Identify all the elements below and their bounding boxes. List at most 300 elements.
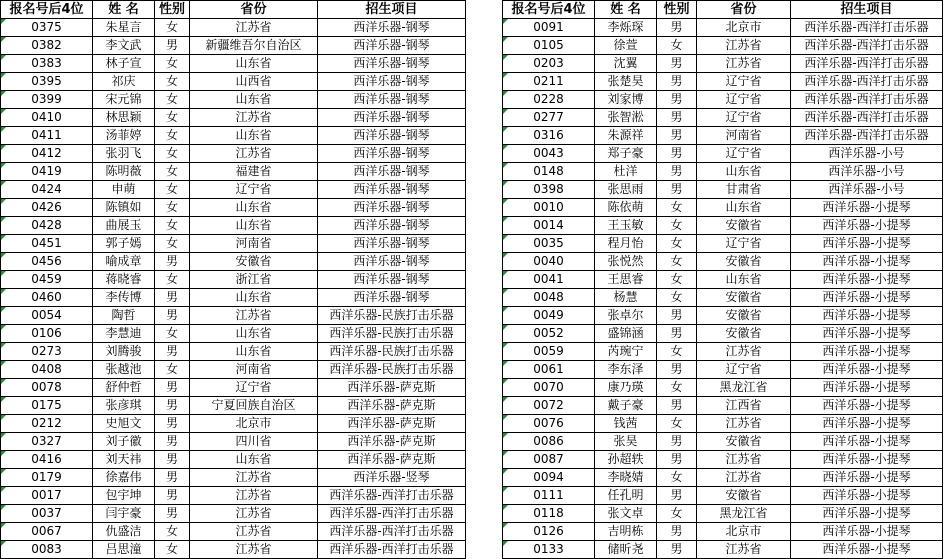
reg-no-cell[interactable]: 0456 [1,253,93,271]
reg-no-cell[interactable]: 0017 [1,487,93,505]
reg-no-cell[interactable]: 0375 [1,19,93,37]
name-cell[interactable]: 陈依萌 [595,199,657,217]
name-cell[interactable]: 张彦琪 [93,397,155,415]
gender-cell[interactable]: 男 [657,127,697,145]
province-cell[interactable]: 黑龙江省 [697,379,791,397]
name-cell[interactable]: 张楚昊 [595,73,657,91]
program-cell[interactable]: 西洋乐器-钢琴 [318,19,466,37]
reg-no-cell[interactable]: 0399 [1,91,93,109]
reg-no-cell[interactable]: 0419 [1,163,93,181]
program-cell[interactable]: 西洋乐器-小号 [791,145,943,163]
reg-no-cell[interactable]: 0014 [503,217,595,235]
name-cell[interactable]: 申萌 [93,181,155,199]
reg-no-cell[interactable]: 0410 [1,109,93,127]
gender-cell[interactable]: 男 [155,37,190,55]
name-cell[interactable]: 芮琬宁 [595,343,657,361]
program-cell[interactable]: 西洋乐器-小提琴 [791,199,943,217]
gender-cell[interactable]: 男 [657,361,697,379]
province-cell[interactable]: 江苏省 [190,469,318,487]
program-cell[interactable]: 西洋乐器-小提琴 [791,469,943,487]
name-cell[interactable]: 宋元锦 [93,91,155,109]
program-cell[interactable]: 西洋乐器-西洋打击乐器 [791,109,943,127]
reg-no-cell[interactable]: 0228 [503,91,595,109]
province-cell[interactable]: 江苏省 [190,307,318,325]
province-cell[interactable]: 辽宁省 [697,361,791,379]
gender-cell[interactable]: 男 [657,145,697,163]
province-cell[interactable]: 安徽省 [697,433,791,451]
reg-no-cell[interactable]: 0277 [503,109,595,127]
name-cell[interactable]: 祁庆 [93,73,155,91]
reg-no-cell[interactable]: 0037 [1,505,93,523]
name-cell[interactable]: 曲展玉 [93,217,155,235]
program-cell[interactable]: 西洋乐器-西洋打击乐器 [791,91,943,109]
gender-cell[interactable]: 男 [657,55,697,73]
gender-cell[interactable]: 男 [657,91,697,109]
gender-cell[interactable]: 女 [657,415,697,433]
name-cell[interactable]: 康乃瑛 [595,379,657,397]
province-cell[interactable]: 江苏省 [190,505,318,523]
reg-no-cell[interactable]: 0052 [503,325,595,343]
program-cell[interactable]: 西洋乐器-钢琴 [318,73,466,91]
reg-no-cell[interactable]: 0412 [1,145,93,163]
program-cell[interactable]: 西洋乐器-萨克斯 [318,451,466,469]
name-cell[interactable]: 杜洋 [595,163,657,181]
program-cell[interactable]: 西洋乐器-小提琴 [791,325,943,343]
gender-cell[interactable]: 女 [155,181,190,199]
program-cell[interactable]: 西洋乐器-钢琴 [318,109,466,127]
province-cell[interactable]: 江苏省 [697,469,791,487]
program-cell[interactable]: 西洋乐器-钢琴 [318,271,466,289]
reg-no-cell[interactable]: 0460 [1,289,93,307]
province-cell[interactable]: 辽宁省 [697,235,791,253]
gender-cell[interactable]: 女 [657,217,697,235]
gender-cell[interactable]: 男 [657,73,697,91]
reg-no-cell[interactable]: 0175 [1,397,93,415]
gender-cell[interactable]: 女 [657,271,697,289]
reg-no-cell[interactable]: 0067 [1,523,93,541]
reg-no-cell[interactable]: 0087 [503,451,595,469]
gender-cell[interactable]: 女 [657,343,697,361]
gender-cell[interactable]: 男 [657,487,697,505]
program-cell[interactable]: 西洋乐器-钢琴 [318,181,466,199]
reg-no-cell[interactable]: 0072 [503,397,595,415]
gender-cell[interactable]: 男 [155,469,190,487]
province-cell[interactable]: 安徽省 [697,325,791,343]
gender-cell[interactable]: 男 [657,19,697,37]
program-cell[interactable]: 西洋乐器-民族打击乐器 [318,307,466,325]
province-cell[interactable]: 安徽省 [697,253,791,271]
reg-no-cell[interactable]: 0203 [503,55,595,73]
gender-cell[interactable]: 男 [155,415,190,433]
reg-no-cell[interactable]: 0118 [503,505,595,523]
province-cell[interactable]: 山东省 [190,91,318,109]
gender-cell[interactable]: 女 [155,541,190,559]
province-cell[interactable]: 河南省 [697,127,791,145]
name-cell[interactable]: 郑子豪 [595,145,657,163]
gender-cell[interactable]: 女 [657,469,697,487]
reg-no-cell[interactable]: 0408 [1,361,93,379]
reg-no-cell[interactable]: 0395 [1,73,93,91]
program-cell[interactable]: 西洋乐器-钢琴 [318,145,466,163]
gender-cell[interactable]: 男 [155,379,190,397]
gender-cell[interactable]: 女 [657,253,697,271]
reg-no-cell[interactable]: 0126 [503,523,595,541]
gender-cell[interactable]: 女 [155,127,190,145]
province-cell[interactable]: 安徽省 [190,253,318,271]
province-cell[interactable]: 江苏省 [697,541,791,559]
gender-cell[interactable]: 男 [657,163,697,181]
province-cell[interactable]: 江苏省 [190,541,318,559]
program-cell[interactable]: 西洋乐器-小提琴 [791,487,943,505]
reg-no-cell[interactable]: 0086 [503,433,595,451]
reg-no-cell[interactable]: 0035 [503,235,595,253]
gender-cell[interactable]: 女 [155,217,190,235]
name-cell[interactable]: 张越池 [93,361,155,379]
reg-no-cell[interactable]: 0010 [503,199,595,217]
program-cell[interactable]: 西洋乐器-小提琴 [791,217,943,235]
gender-cell[interactable]: 男 [155,487,190,505]
program-cell[interactable]: 西洋乐器-小提琴 [791,289,943,307]
province-cell[interactable]: 四川省 [190,433,318,451]
gender-cell[interactable]: 女 [657,505,697,523]
program-cell[interactable]: 西洋乐器-西洋打击乐器 [791,19,943,37]
province-cell[interactable]: 山东省 [190,55,318,73]
program-cell[interactable]: 西洋乐器-小提琴 [791,523,943,541]
reg-no-cell[interactable]: 0076 [503,415,595,433]
gender-cell[interactable]: 男 [657,523,697,541]
reg-no-cell[interactable]: 0054 [1,307,93,325]
name-cell[interactable]: 汤菲婷 [93,127,155,145]
name-cell[interactable]: 张智淞 [595,109,657,127]
name-cell[interactable]: 杨慧 [595,289,657,307]
name-cell[interactable]: 李传博 [93,289,155,307]
name-cell[interactable]: 李晓婧 [595,469,657,487]
name-cell[interactable]: 舒仲哲 [93,379,155,397]
province-cell[interactable]: 辽宁省 [697,145,791,163]
program-cell[interactable]: 西洋乐器-钢琴 [318,163,466,181]
gender-cell[interactable]: 男 [155,253,190,271]
province-cell[interactable]: 福建省 [190,163,318,181]
program-cell[interactable]: 西洋乐器-西洋打击乐器 [791,73,943,91]
province-cell[interactable]: 山东省 [190,343,318,361]
province-cell[interactable]: 辽宁省 [697,109,791,127]
program-cell[interactable]: 西洋乐器-小提琴 [791,307,943,325]
program-cell[interactable]: 西洋乐器-钢琴 [318,235,466,253]
gender-cell[interactable]: 女 [155,19,190,37]
province-cell[interactable]: 辽宁省 [190,379,318,397]
name-cell[interactable]: 钱茜 [595,415,657,433]
province-cell[interactable]: 江苏省 [190,523,318,541]
program-cell[interactable]: 西洋乐器-小提琴 [791,415,943,433]
program-cell[interactable]: 西洋乐器-小号 [791,163,943,181]
province-cell[interactable]: 北京市 [697,19,791,37]
province-cell[interactable]: 江苏省 [697,55,791,73]
province-cell[interactable]: 江苏省 [697,415,791,433]
province-cell[interactable]: 山东省 [190,451,318,469]
province-cell[interactable]: 山东省 [190,199,318,217]
program-cell[interactable]: 西洋乐器-小提琴 [791,451,943,469]
name-cell[interactable]: 刘天祎 [93,451,155,469]
gender-cell[interactable]: 女 [155,325,190,343]
program-cell[interactable]: 西洋乐器-民族打击乐器 [318,361,466,379]
name-cell[interactable]: 徐萱 [595,37,657,55]
gender-cell[interactable]: 男 [657,433,697,451]
reg-no-cell[interactable]: 0061 [503,361,595,379]
name-cell[interactable]: 朱星言 [93,19,155,37]
gender-cell[interactable]: 男 [657,181,697,199]
program-cell[interactable]: 西洋乐器-西洋打击乐器 [791,127,943,145]
program-cell[interactable]: 西洋乐器-西洋打击乐器 [791,37,943,55]
name-cell[interactable]: 吕思潼 [93,541,155,559]
gender-cell[interactable]: 男 [657,397,697,415]
reg-no-cell[interactable]: 0094 [503,469,595,487]
reg-no-cell[interactable]: 0105 [503,37,595,55]
gender-cell[interactable]: 女 [155,55,190,73]
province-cell[interactable]: 浙江省 [190,271,318,289]
name-cell[interactable]: 李慧迪 [93,325,155,343]
reg-no-cell[interactable]: 0049 [503,307,595,325]
program-cell[interactable]: 西洋乐器-竖琴 [318,469,466,487]
name-cell[interactable]: 陈镇如 [93,199,155,217]
province-cell[interactable]: 宁夏回族自治区 [190,397,318,415]
reg-no-cell[interactable]: 0179 [1,469,93,487]
province-cell[interactable]: 北京市 [190,415,318,433]
province-cell[interactable]: 安徽省 [697,289,791,307]
reg-no-cell[interactable]: 0106 [1,325,93,343]
gender-cell[interactable]: 男 [155,343,190,361]
reg-no-cell[interactable]: 0111 [503,487,595,505]
province-cell[interactable]: 甘肃省 [697,181,791,199]
gender-cell[interactable]: 男 [155,289,190,307]
name-cell[interactable]: 盛锦涵 [595,325,657,343]
name-cell[interactable]: 张悦然 [595,253,657,271]
gender-cell[interactable]: 男 [657,109,697,127]
gender-cell[interactable]: 女 [155,145,190,163]
province-cell[interactable]: 山东省 [190,217,318,235]
reg-no-cell[interactable]: 0426 [1,199,93,217]
reg-no-cell[interactable]: 0059 [503,343,595,361]
program-cell[interactable]: 西洋乐器-小提琴 [791,253,943,271]
reg-no-cell[interactable]: 0316 [503,127,595,145]
name-cell[interactable]: 蒋晓睿 [93,271,155,289]
name-cell[interactable]: 刘子徽 [93,433,155,451]
province-cell[interactable]: 辽宁省 [190,181,318,199]
name-cell[interactable]: 郭子嫣 [93,235,155,253]
reg-no-cell[interactable]: 0416 [1,451,93,469]
gender-cell[interactable]: 女 [155,91,190,109]
name-cell[interactable]: 闫宇豪 [93,505,155,523]
gender-cell[interactable]: 女 [155,163,190,181]
province-cell[interactable]: 黑龙江省 [697,505,791,523]
province-cell[interactable]: 新疆维吾尔自治区 [190,37,318,55]
name-cell[interactable]: 吉明栋 [595,523,657,541]
reg-no-cell[interactable]: 0273 [1,343,93,361]
program-cell[interactable]: 西洋乐器-民族打击乐器 [318,343,466,361]
reg-no-cell[interactable]: 0091 [503,19,595,37]
reg-no-cell[interactable]: 0211 [503,73,595,91]
program-cell[interactable]: 西洋乐器-钢琴 [318,217,466,235]
gender-cell[interactable]: 女 [155,361,190,379]
reg-no-cell[interactable]: 0041 [503,271,595,289]
gender-cell[interactable]: 女 [155,235,190,253]
program-cell[interactable]: 西洋乐器-小提琴 [791,433,943,451]
gender-cell[interactable]: 女 [155,271,190,289]
province-cell[interactable]: 江苏省 [190,19,318,37]
program-cell[interactable]: 西洋乐器-小提琴 [791,541,943,559]
name-cell[interactable]: 陶哲 [93,307,155,325]
name-cell[interactable]: 喻成章 [93,253,155,271]
gender-cell[interactable]: 女 [657,37,697,55]
name-cell[interactable]: 王思睿 [595,271,657,289]
program-cell[interactable]: 西洋乐器-小提琴 [791,343,943,361]
name-cell[interactable]: 戴子豪 [595,397,657,415]
province-cell[interactable]: 安徽省 [697,487,791,505]
reg-no-cell[interactable]: 0411 [1,127,93,145]
province-cell[interactable]: 辽宁省 [697,91,791,109]
reg-no-cell[interactable]: 0424 [1,181,93,199]
name-cell[interactable]: 张昊 [595,433,657,451]
program-cell[interactable]: 西洋乐器-小提琴 [791,397,943,415]
province-cell[interactable]: 河南省 [190,361,318,379]
gender-cell[interactable]: 女 [155,73,190,91]
name-cell[interactable]: 张羽飞 [93,145,155,163]
province-cell[interactable]: 山东省 [190,127,318,145]
province-cell[interactable]: 安徽省 [697,307,791,325]
gender-cell[interactable]: 男 [155,307,190,325]
name-cell[interactable]: 刘腾骏 [93,343,155,361]
name-cell[interactable]: 林子宣 [93,55,155,73]
program-cell[interactable]: 西洋乐器-小提琴 [791,505,943,523]
province-cell[interactable]: 江苏省 [190,487,318,505]
program-cell[interactable]: 西洋乐器-萨克斯 [318,415,466,433]
name-cell[interactable]: 孙超轶 [595,451,657,469]
program-cell[interactable]: 西洋乐器-西洋打击乐器 [318,505,466,523]
program-cell[interactable]: 西洋乐器-西洋打击乐器 [318,523,466,541]
gender-cell[interactable]: 男 [155,451,190,469]
province-cell[interactable]: 山东省 [697,199,791,217]
reg-no-cell[interactable]: 0382 [1,37,93,55]
name-cell[interactable]: 李烁琛 [595,19,657,37]
program-cell[interactable]: 西洋乐器-钢琴 [318,199,466,217]
program-cell[interactable]: 西洋乐器-西洋打击乐器 [318,487,466,505]
gender-cell[interactable]: 男 [657,541,697,559]
reg-no-cell[interactable]: 0212 [1,415,93,433]
program-cell[interactable]: 西洋乐器-萨克斯 [318,397,466,415]
reg-no-cell[interactable]: 0040 [503,253,595,271]
name-cell[interactable]: 徐嘉伟 [93,469,155,487]
name-cell[interactable]: 李东泽 [595,361,657,379]
reg-no-cell[interactable]: 0428 [1,217,93,235]
gender-cell[interactable]: 女 [657,379,697,397]
gender-cell[interactable]: 男 [155,433,190,451]
name-cell[interactable]: 林思颖 [93,109,155,127]
name-cell[interactable]: 张思雨 [595,181,657,199]
program-cell[interactable]: 西洋乐器-小提琴 [791,361,943,379]
name-cell[interactable]: 仇盛洁 [93,523,155,541]
province-cell[interactable]: 北京市 [697,523,791,541]
program-cell[interactable]: 西洋乐器-小号 [791,181,943,199]
province-cell[interactable]: 河南省 [190,235,318,253]
name-cell[interactable]: 刘家博 [595,91,657,109]
reg-no-cell[interactable]: 0383 [1,55,93,73]
province-cell[interactable]: 辽宁省 [697,73,791,91]
program-cell[interactable]: 西洋乐器-小提琴 [791,271,943,289]
name-cell[interactable]: 张卓尔 [595,307,657,325]
program-cell[interactable]: 西洋乐器-钢琴 [318,55,466,73]
gender-cell[interactable]: 女 [657,199,697,217]
province-cell[interactable]: 江西省 [697,397,791,415]
name-cell[interactable]: 陈明薇 [93,163,155,181]
gender-cell[interactable]: 女 [155,109,190,127]
province-cell[interactable]: 江苏省 [190,109,318,127]
name-cell[interactable]: 朱源祥 [595,127,657,145]
program-cell[interactable]: 西洋乐器-民族打击乐器 [318,325,466,343]
name-cell[interactable]: 包宇坤 [93,487,155,505]
name-cell[interactable]: 沈翼 [595,55,657,73]
program-cell[interactable]: 西洋乐器-西洋打击乐器 [791,55,943,73]
province-cell[interactable]: 山东省 [697,163,791,181]
reg-no-cell[interactable]: 0043 [503,145,595,163]
province-cell[interactable]: 江苏省 [190,145,318,163]
reg-no-cell[interactable]: 0078 [1,379,93,397]
program-cell[interactable]: 西洋乐器-小提琴 [791,379,943,397]
reg-no-cell[interactable]: 0083 [1,541,93,559]
reg-no-cell[interactable]: 0398 [503,181,595,199]
reg-no-cell[interactable]: 0148 [503,163,595,181]
name-cell[interactable]: 任孔明 [595,487,657,505]
name-cell[interactable]: 史旭文 [93,415,155,433]
province-cell[interactable]: 山东省 [190,325,318,343]
program-cell[interactable]: 西洋乐器-钢琴 [318,289,466,307]
gender-cell[interactable]: 男 [657,451,697,469]
gender-cell[interactable]: 女 [657,235,697,253]
gender-cell[interactable]: 男 [155,397,190,415]
program-cell[interactable]: 西洋乐器-小提琴 [791,235,943,253]
reg-no-cell[interactable]: 0048 [503,289,595,307]
gender-cell[interactable]: 女 [155,199,190,217]
reg-no-cell[interactable]: 0327 [1,433,93,451]
province-cell[interactable]: 山东省 [697,271,791,289]
name-cell[interactable]: 程月怡 [595,235,657,253]
name-cell[interactable]: 张文卓 [595,505,657,523]
name-cell[interactable]: 王玉敏 [595,217,657,235]
province-cell[interactable]: 山东省 [190,289,318,307]
program-cell[interactable]: 西洋乐器-萨克斯 [318,433,466,451]
gender-cell[interactable]: 男 [657,325,697,343]
gender-cell[interactable]: 女 [657,289,697,307]
program-cell[interactable]: 西洋乐器-钢琴 [318,127,466,145]
gender-cell[interactable]: 男 [155,505,190,523]
province-cell[interactable]: 江苏省 [697,37,791,55]
province-cell[interactable]: 江苏省 [697,451,791,469]
name-cell[interactable]: 李文武 [93,37,155,55]
reg-no-cell[interactable]: 0451 [1,235,93,253]
reg-no-cell[interactable]: 0459 [1,271,93,289]
name-cell[interactable]: 储昕尧 [595,541,657,559]
province-cell[interactable]: 安徽省 [697,217,791,235]
province-cell[interactable]: 江苏省 [697,343,791,361]
program-cell[interactable]: 西洋乐器-西洋打击乐器 [318,541,466,559]
gender-cell[interactable]: 男 [657,307,697,325]
program-cell[interactable]: 西洋乐器-钢琴 [318,37,466,55]
reg-no-cell[interactable]: 0133 [503,541,595,559]
reg-no-cell[interactable]: 0070 [503,379,595,397]
program-cell[interactable]: 西洋乐器-钢琴 [318,91,466,109]
gender-cell[interactable]: 女 [155,523,190,541]
province-cell[interactable]: 山西省 [190,73,318,91]
program-cell[interactable]: 西洋乐器-萨克斯 [318,379,466,397]
program-cell[interactable]: 西洋乐器-钢琴 [318,253,466,271]
